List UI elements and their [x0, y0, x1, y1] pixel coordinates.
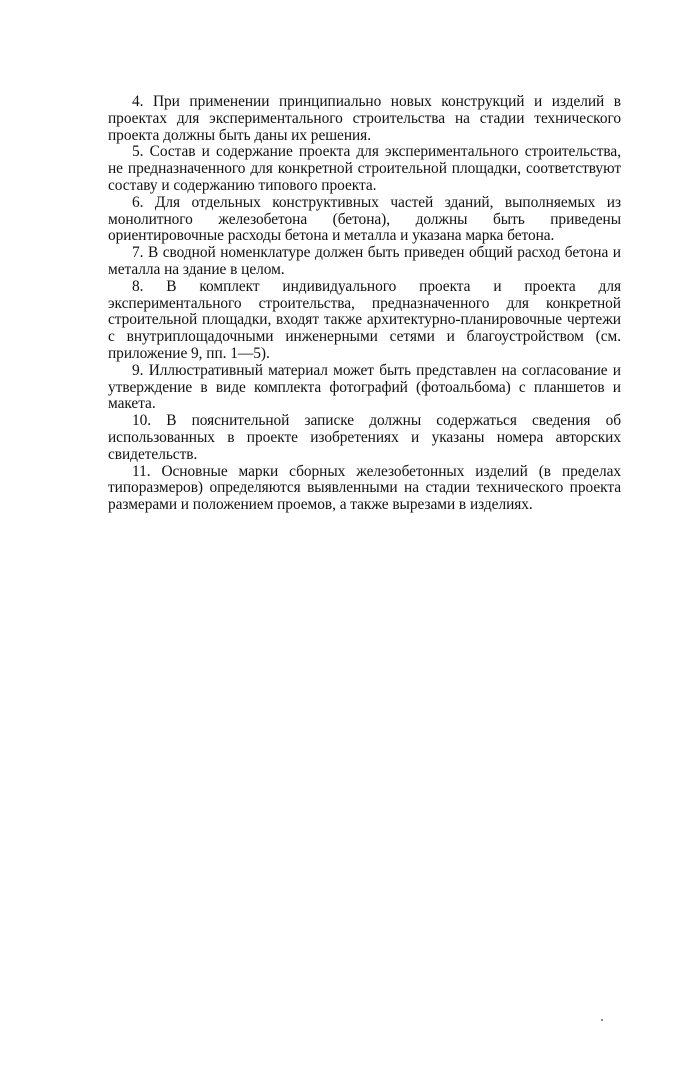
paragraph-item-6: 6. Для отдельных конструктивных частей зданий, выполняемых из монолитного железобетона (бетона), должны быть приведены ориентировочные расходы бетона и металла и указана марка бетона.: [108, 193, 621, 245]
paragraph-item-5: 5. Состав и содержание проекта для экспериментального строительства, не предназначенного для конкретной строительной площадки, соответствуют составу и содержанию типового проекта.: [108, 143, 621, 194]
scan-speck: [601, 1019, 603, 1021]
paragraph-item-9: 9. Иллюстративный материал может быть представлен на согласование и утверждение в виде комплекта фотографий (фотоальбома) с планшетов и макета.: [108, 361, 621, 413]
paragraph-item-8: 8. В комплект индивидуального проекта и проекта для экспериментального строительства, предназначенного для конкретной строительной площадки, входят также архитектурно-планировочные чертежи с внутриплощадочными инженерными сетями и благоустройством (см. приложение 9, пп. 1—5).: [108, 277, 621, 362]
paragraph-item-11: 11. Основные марки сборных железобетонных изделий (в пределах типоразмеров) определяются выявленными на стадии технического проекта размерами и положением проемов, а также вырезами в изделиях.: [108, 462, 621, 514]
paragraph-item-4: 4. При применении принципиально новых конструкций и изделий в проектах для экспериментального строительства на стадии технического проекта должны быть даны их решения.: [108, 93, 621, 144]
paragraph-item-7: 7. В сводной номенклатуре должен быть приведен общий расход бетона и металла на здание в целом.: [108, 244, 621, 278]
document-text-block: [108, 94, 621, 514]
paragraph-item-10: 10. В пояснительной записке должны содержаться сведения об использованных в проекте изобретениях и указаны номера авторских свидетельств.: [108, 412, 621, 463]
